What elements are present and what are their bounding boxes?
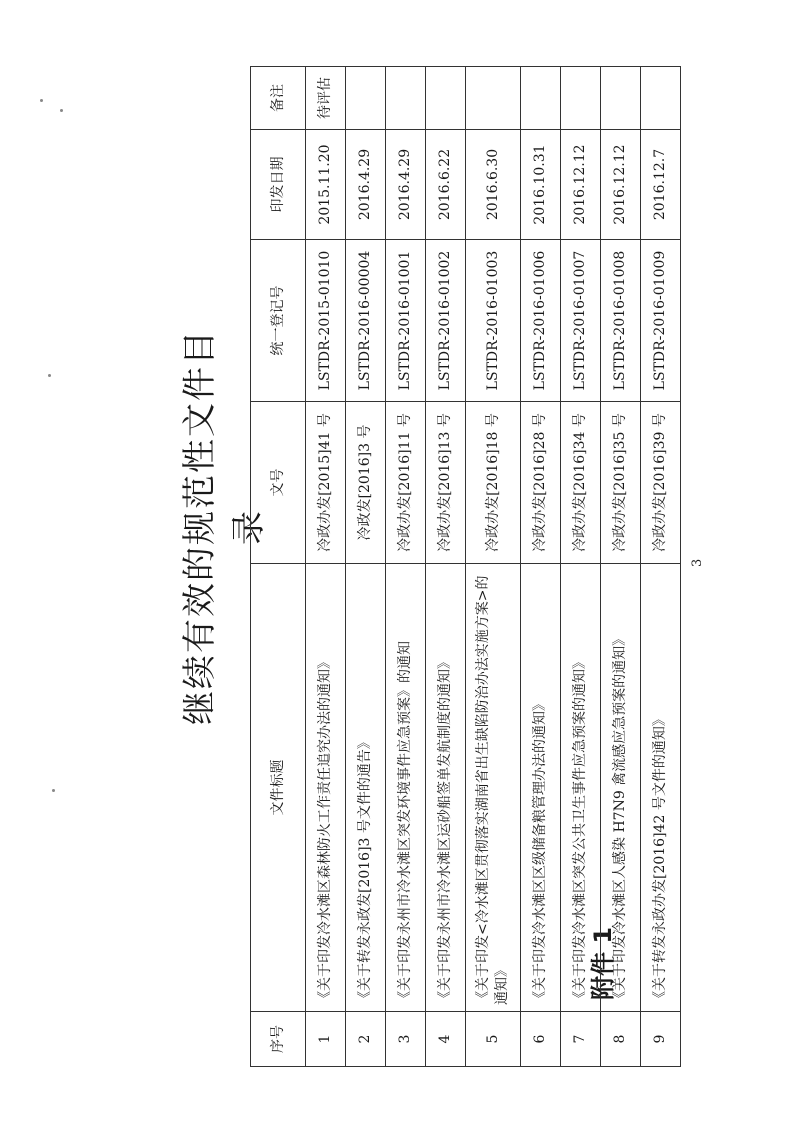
table-row [466,67,521,1067]
table-row [641,67,681,1067]
cell-title: 《关于印发冷水滩区突发公共卫生事件应急预案的通知》 [561,564,601,1012]
cell-registration-number: LSTDR-2016-01001 [386,240,426,402]
table-row [561,67,601,1067]
cell-remarks [386,67,426,130]
cell-issue-date: 2016.6.22 [426,130,466,240]
header-remarks: 备注 [251,67,306,130]
table-row [346,67,386,1067]
cell-issue-date: 2016.12.7 [641,130,681,240]
cell-registration-number: LSTDR-2016-01006 [521,240,561,402]
cell-registration-number: LSTDR-2016-00004 [346,240,386,402]
cell-index: 9 [641,1012,681,1067]
table-row [521,67,561,1067]
table-row [601,67,641,1067]
cell-index: 6 [521,1012,561,1067]
cell-title: 《关于印发永州市冷水滩区突发环境事件应急预案》的通知 [386,564,426,1012]
cell-title: 《关于印发冷水滩区森林防火工作责任追究办法的通知》 [306,564,346,1012]
cell-issue-date: 2016.10.31 [521,130,561,240]
cell-doc-number: 冷政办发[2016]13 号 [426,402,466,564]
header-issue-date: 印发日期 [251,130,306,240]
cell-registration-number: LSTDR-2016-01009 [641,240,681,402]
page-title: 继续有效的规范性文件目录 [180,329,269,725]
table-header-row [251,67,306,1067]
header-registration-number: 统一登记号 [251,240,306,402]
cell-doc-number: 冷政发[2016]3 号 [346,402,386,564]
cell-registration-number: LSTDR-2016-01008 [601,240,641,402]
cell-remarks: 待评估 [306,67,346,130]
cell-remarks [641,67,681,130]
cell-title: 《关于印发冷水滩区人感染 H7N9 禽流感应急预案的通知》 [601,564,641,1012]
cell-index: 4 [426,1012,466,1067]
document-table [250,66,681,1067]
cell-remarks [521,67,561,130]
cell-doc-number: 冷政办发[2016]18 号 [466,402,521,564]
cell-remarks [561,67,601,130]
cell-title: 《关于印发永州市冷水滩区运砂船签单发航制度的通知》 [426,564,466,1012]
cell-registration-number: LSTDR-2015-01010 [306,240,346,402]
cell-title: 《关于转发永政办发[2016]42 号文件的通知》 [641,564,681,1012]
cell-issue-date: 2016.12.12 [601,130,641,240]
cell-index: 5 [466,1012,521,1067]
table-row [386,67,426,1067]
cell-title: 《关于印发<冷水滩区贯彻落实湖南省出生缺陷防治办法实施方案>的通知》 [466,564,521,1012]
header-doc-number: 文号 [251,402,306,564]
cell-index: 1 [306,1012,346,1067]
cell-registration-number: LSTDR-2016-01002 [426,240,466,402]
header-title: 文件标题 [251,564,306,1012]
cell-issue-date: 2016.12.12 [561,130,601,240]
cell-doc-number: 冷政办发[2016]11 号 [386,402,426,564]
table-row [306,67,346,1067]
cell-doc-number: 冷政办发[2016]34 号 [561,402,601,564]
cell-index: 8 [601,1012,641,1067]
cell-issue-date: 2015.11.20 [306,130,346,240]
cell-issue-date: 2016.4.29 [386,130,426,240]
cell-index: 7 [561,1012,601,1067]
cell-index: 2 [346,1012,386,1067]
cell-doc-number: 冷政办发[2016]28 号 [521,402,561,564]
page-number: 3 [690,558,705,567]
cell-title: 《关于印发冷水滩区区级储备粮管理办法的通知》 [521,564,561,1012]
cell-index: 3 [386,1012,426,1067]
cell-doc-number: 冷政办发[2015]41 号 [306,402,346,564]
cell-issue-date: 2016.6.30 [466,130,521,240]
cell-title: 《关于转发永政发[2016]3 号文件的通告》 [346,564,386,1012]
cell-issue-date: 2016.4.29 [346,130,386,240]
cell-registration-number: LSTDR-2016-01007 [561,240,601,402]
table-row [426,67,466,1067]
cell-remarks [466,67,521,130]
attachment-label: 附件 1 [589,926,617,1000]
cell-remarks [426,67,466,130]
cell-remarks [601,67,641,130]
cell-doc-number: 冷政办发[2016]35 号 [601,402,641,564]
cell-doc-number: 冷政办发[2016]39 号 [641,402,681,564]
header-index: 序号 [251,1012,306,1067]
cell-registration-number: LSTDR-2016-01003 [466,240,521,402]
cell-remarks [346,67,386,130]
